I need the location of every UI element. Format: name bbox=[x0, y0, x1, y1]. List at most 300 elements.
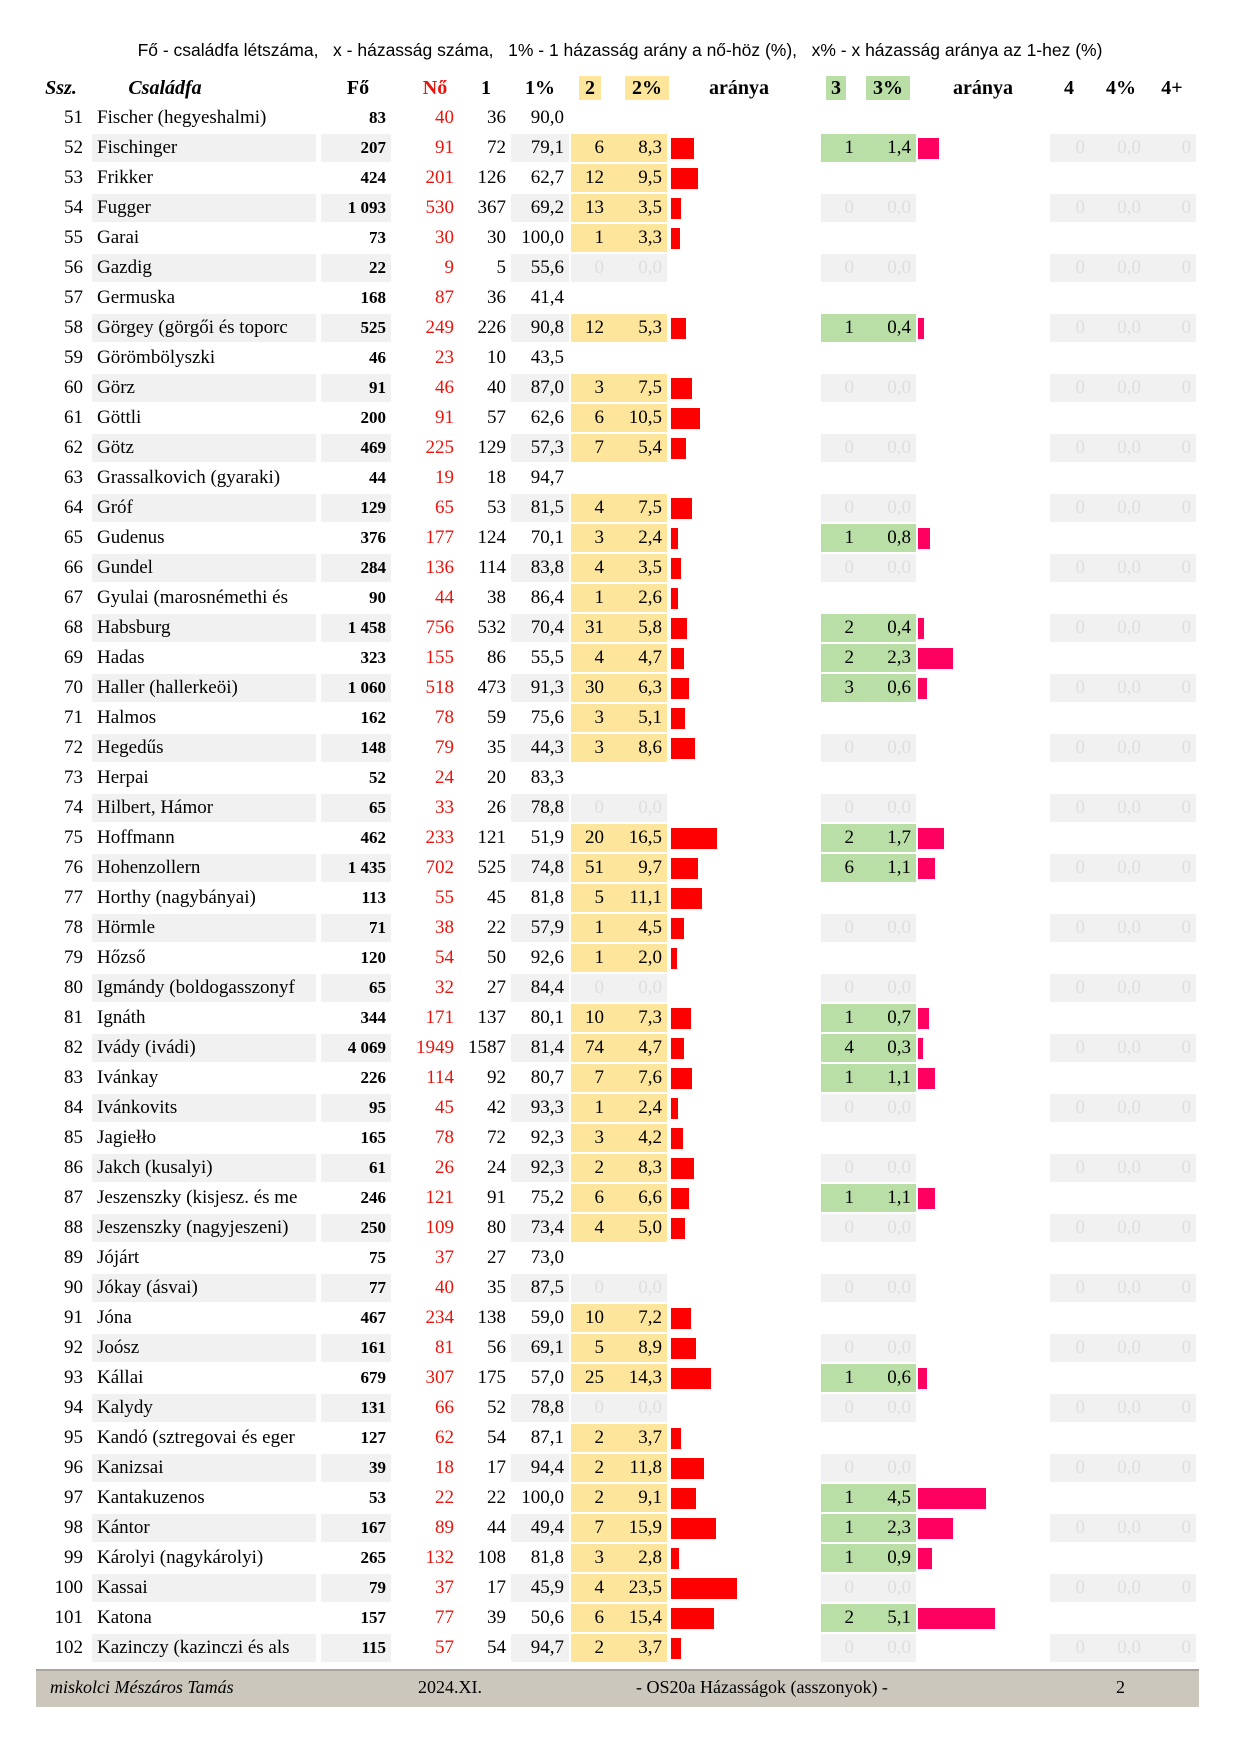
marriage-1-pct: 74,8 bbox=[511, 854, 569, 882]
women-count: 40 bbox=[435, 1277, 454, 1298]
marriage-1-count: 57 bbox=[487, 407, 506, 428]
family-size: 168 bbox=[360, 288, 386, 307]
marriage-4-pct bbox=[1090, 344, 1146, 372]
row-number: 72 bbox=[64, 737, 83, 758]
marriage-2-pct: 0,0 bbox=[609, 1274, 667, 1302]
family-name: Fischer (hegyeshalmi) bbox=[97, 107, 267, 128]
marriage-3-count bbox=[821, 104, 859, 132]
women-count: 109 bbox=[425, 1217, 454, 1238]
family-size: 131 bbox=[321, 1394, 391, 1422]
marriage-1-count: 138 bbox=[477, 1307, 506, 1328]
marriage-3-count bbox=[821, 764, 859, 792]
header-aranya-2: aránya bbox=[709, 77, 769, 99]
marriage-3-count: 0 bbox=[821, 254, 859, 282]
marriage-2-count: 7 bbox=[571, 434, 609, 462]
marriage-4plus-count bbox=[1146, 824, 1196, 852]
marriage-4-count: 0 bbox=[1050, 854, 1090, 882]
row-number: 85 bbox=[64, 1127, 83, 1148]
ratio-bar-2 bbox=[671, 1158, 694, 1179]
family-size: 200 bbox=[360, 408, 386, 427]
women-count: 66 bbox=[435, 1397, 454, 1418]
ratio-bar-2 bbox=[671, 138, 694, 159]
marriage-2-count: 2 bbox=[571, 1154, 609, 1182]
ratio-bar-2 bbox=[671, 678, 689, 699]
marriage-2-pct: 9,5 bbox=[609, 164, 667, 192]
marriage-4plus-count: 0 bbox=[1146, 1514, 1196, 1542]
marriage-3-count: 0 bbox=[821, 1454, 859, 1482]
marriage-4-pct: 0,0 bbox=[1090, 1514, 1146, 1542]
marriage-2-count: 4 bbox=[571, 1574, 609, 1602]
marriage-4-count: 0 bbox=[1050, 314, 1090, 342]
family-size: 148 bbox=[321, 734, 391, 762]
marriage-3-pct: 0,0 bbox=[859, 1154, 916, 1182]
ratio-bar-2 bbox=[671, 1338, 696, 1359]
family-size: 46 bbox=[369, 348, 386, 367]
marriage-4-pct bbox=[1090, 1544, 1146, 1572]
marriage-3-count bbox=[821, 344, 859, 372]
table-row bbox=[0, 673, 1240, 703]
family-size: 83 bbox=[369, 108, 386, 127]
marriage-2-pct: 8,3 bbox=[609, 134, 667, 162]
women-count: 9 bbox=[444, 257, 454, 278]
marriage-3-count bbox=[821, 584, 859, 612]
family-size: 167 bbox=[321, 1514, 391, 1542]
marriage-2-count: 10 bbox=[571, 1004, 609, 1032]
header-2pct: 2% bbox=[625, 76, 669, 100]
marriage-1-count: 44 bbox=[487, 1517, 506, 1538]
marriage-4-count: 0 bbox=[1050, 374, 1090, 402]
marriage-2-pct bbox=[609, 344, 667, 372]
marriage-4-count bbox=[1050, 1004, 1090, 1032]
legend-line: Fő - családfa létszáma, x - házasság száma, 1% - 1 házasság arány a nő-höz (%), x% - x házasság aránya az 1-hez (%) bbox=[137, 40, 1103, 60]
marriage-4plus-count: 0 bbox=[1146, 1274, 1196, 1302]
row-number: 73 bbox=[64, 767, 83, 788]
family-name: Gróf bbox=[92, 494, 316, 522]
table-row bbox=[0, 1333, 1240, 1363]
marriage-2-count: 3 bbox=[571, 374, 609, 402]
marriage-2-count: 2 bbox=[571, 1454, 609, 1482]
marriage-2-count: 3 bbox=[571, 1124, 609, 1152]
table-row bbox=[0, 283, 1240, 313]
marriage-4-pct: 0,0 bbox=[1090, 554, 1146, 582]
marriage-4-count bbox=[1050, 764, 1090, 792]
marriage-2-pct: 0,0 bbox=[609, 254, 667, 282]
marriage-3-pct: 0,6 bbox=[859, 674, 916, 702]
marriage-4plus-count bbox=[1146, 1184, 1196, 1212]
women-count: 55 bbox=[435, 887, 454, 908]
marriage-4-count: 0 bbox=[1050, 1154, 1090, 1182]
marriage-1-count: 30 bbox=[487, 227, 506, 248]
women-count: 307 bbox=[425, 1367, 454, 1388]
marriage-3-count bbox=[821, 944, 859, 972]
marriage-4-pct: 0,0 bbox=[1090, 134, 1146, 162]
marriage-2-pct: 8,3 bbox=[609, 1154, 667, 1182]
marriage-3-count bbox=[821, 1124, 859, 1152]
marriage-1-count: 72 bbox=[487, 1127, 506, 1148]
marriage-3-count bbox=[821, 704, 859, 732]
women-count: 54 bbox=[435, 947, 454, 968]
marriage-4plus-count: 0 bbox=[1146, 854, 1196, 882]
marriage-4plus-count bbox=[1146, 704, 1196, 732]
family-name: Jakch (kusalyi) bbox=[92, 1154, 316, 1182]
ratio-bar-3 bbox=[918, 1188, 935, 1209]
marriage-4plus-count: 0 bbox=[1146, 1394, 1196, 1422]
ratio-bar-3 bbox=[918, 1008, 929, 1029]
family-size: 165 bbox=[360, 1128, 386, 1147]
marriage-1-count: 36 bbox=[487, 287, 506, 308]
marriage-4-count: 0 bbox=[1050, 1274, 1090, 1302]
marriage-4plus-count: 0 bbox=[1146, 434, 1196, 462]
marriage-1-pct: 55,6 bbox=[511, 254, 569, 282]
family-name: Ignáth bbox=[97, 1007, 146, 1028]
marriage-2-count: 1 bbox=[571, 584, 609, 612]
marriage-2-count: 25 bbox=[571, 1364, 609, 1392]
marriage-3-count bbox=[821, 464, 859, 492]
row-number: 64 bbox=[64, 497, 83, 518]
marriage-3-pct: 0,0 bbox=[859, 1214, 916, 1242]
marriage-4-pct bbox=[1090, 1424, 1146, 1452]
family-size: 91 bbox=[321, 374, 391, 402]
marriage-4-count: 0 bbox=[1050, 554, 1090, 582]
marriage-2-count: 12 bbox=[571, 314, 609, 342]
table-row bbox=[0, 373, 1240, 403]
marriage-2-pct: 5,8 bbox=[609, 614, 667, 642]
marriage-2-pct: 11,1 bbox=[609, 884, 667, 912]
ratio-bar-2 bbox=[671, 888, 702, 909]
women-count: 37 bbox=[435, 1247, 454, 1268]
marriage-1-count: 39 bbox=[487, 1607, 506, 1628]
marriage-4-count bbox=[1050, 284, 1090, 312]
family-size: 73 bbox=[369, 228, 386, 247]
ratio-bar-2 bbox=[671, 1488, 696, 1509]
table-row bbox=[0, 463, 1240, 493]
marriage-1-count: 59 bbox=[487, 707, 506, 728]
marriage-3-pct bbox=[859, 344, 916, 372]
family-size: 61 bbox=[321, 1154, 391, 1182]
marriage-1-pct: 91,3 bbox=[511, 674, 569, 702]
marriage-4-pct bbox=[1090, 1484, 1146, 1512]
marriage-2-count: 6 bbox=[571, 1604, 609, 1632]
marriage-4-count: 0 bbox=[1050, 1034, 1090, 1062]
marriage-4-pct bbox=[1090, 884, 1146, 912]
marriage-2-count: 30 bbox=[571, 674, 609, 702]
marriage-1-pct: 87,1 bbox=[530, 1427, 564, 1448]
marriage-4-count: 0 bbox=[1050, 1574, 1090, 1602]
marriage-3-pct: 0,0 bbox=[859, 254, 916, 282]
marriage-3-pct: 1,1 bbox=[859, 1184, 916, 1212]
marriage-4plus-count bbox=[1146, 1604, 1196, 1632]
marriage-4-pct bbox=[1090, 704, 1146, 732]
row-number: 102 bbox=[54, 1637, 83, 1658]
marriage-4-count bbox=[1050, 104, 1090, 132]
marriage-2-pct: 0,0 bbox=[609, 1394, 667, 1422]
family-name: Gundel bbox=[92, 554, 316, 582]
ratio-bar-3 bbox=[918, 1038, 923, 1059]
women-count: 45 bbox=[435, 1097, 454, 1118]
marriage-1-count: 91 bbox=[487, 1187, 506, 1208]
marriage-4-pct bbox=[1090, 464, 1146, 492]
marriage-4-count: 0 bbox=[1050, 1514, 1090, 1542]
marriage-2-pct: 4,2 bbox=[609, 1124, 667, 1152]
marriage-2-pct: 2,8 bbox=[609, 1544, 667, 1572]
table-row bbox=[0, 103, 1240, 133]
table-row bbox=[0, 1423, 1240, 1453]
marriage-3-pct bbox=[859, 164, 916, 192]
marriage-3-pct: 0,0 bbox=[859, 1274, 916, 1302]
marriage-1-pct: 75,2 bbox=[530, 1187, 564, 1208]
marriage-2-pct: 2,4 bbox=[609, 524, 667, 552]
ratio-bar-2 bbox=[671, 1608, 714, 1629]
marriage-4-pct: 0,0 bbox=[1090, 1034, 1146, 1062]
ratio-bar-2 bbox=[671, 1548, 679, 1569]
marriage-2-count: 0 bbox=[571, 794, 609, 822]
marriage-3-count: 1 bbox=[821, 1064, 859, 1092]
family-size: 65 bbox=[321, 974, 391, 1002]
family-name: Fugger bbox=[92, 194, 316, 222]
family-size: 39 bbox=[321, 1454, 391, 1482]
family-name: Hoffmann bbox=[97, 827, 175, 848]
row-number: 96 bbox=[64, 1457, 83, 1478]
marriage-4plus-count: 0 bbox=[1146, 614, 1196, 642]
marriage-4-count bbox=[1050, 704, 1090, 732]
marriage-4-pct bbox=[1090, 284, 1146, 312]
family-name: Fischinger bbox=[92, 134, 316, 162]
marriage-3-count bbox=[821, 1244, 859, 1272]
marriage-1-pct: 70,4 bbox=[511, 614, 569, 642]
row-number: 65 bbox=[64, 527, 83, 548]
women-count: 233 bbox=[425, 827, 454, 848]
marriage-1-pct: 92,6 bbox=[530, 947, 564, 968]
family-size: 71 bbox=[321, 914, 391, 942]
marriage-3-count: 4 bbox=[821, 1034, 859, 1062]
family-size: 467 bbox=[360, 1308, 386, 1327]
marriage-2-pct: 2,0 bbox=[609, 944, 667, 972]
women-count: 1949 bbox=[416, 1037, 454, 1058]
ratio-bar-2 bbox=[671, 438, 686, 459]
table-row bbox=[0, 853, 1240, 883]
ratio-bar-2 bbox=[671, 1008, 691, 1029]
ratio-bar-3 bbox=[918, 1068, 935, 1089]
marriage-4-pct: 0,0 bbox=[1090, 914, 1146, 942]
women-count: 32 bbox=[435, 977, 454, 998]
marriage-4-pct bbox=[1090, 164, 1146, 192]
row-number: 80 bbox=[64, 977, 83, 998]
header-4plus: 4+ bbox=[1161, 77, 1183, 99]
marriage-3-count bbox=[821, 224, 859, 252]
row-number: 61 bbox=[64, 407, 83, 428]
family-name: Hadas bbox=[97, 647, 145, 668]
marriage-4plus-count bbox=[1146, 224, 1196, 252]
marriage-4-pct: 0,0 bbox=[1090, 1394, 1146, 1422]
family-name: Joósz bbox=[92, 1334, 316, 1362]
marriage-3-count bbox=[821, 164, 859, 192]
family-name: Görz bbox=[92, 374, 316, 402]
women-count: 65 bbox=[435, 497, 454, 518]
family-name: Kassai bbox=[92, 1574, 316, 1602]
marriage-3-pct: 0,0 bbox=[859, 494, 916, 522]
marriage-2-count: 12 bbox=[571, 164, 609, 192]
header-csaladfa: Családfa bbox=[128, 77, 202, 99]
marriage-2-count bbox=[571, 1244, 609, 1272]
ratio-bar-2 bbox=[671, 1368, 711, 1389]
family-size: 1 060 bbox=[321, 674, 391, 702]
marriage-2-pct: 5,1 bbox=[609, 704, 667, 732]
marriage-4-count: 0 bbox=[1050, 1634, 1090, 1662]
marriage-4plus-count: 0 bbox=[1146, 554, 1196, 582]
marriage-4plus-count bbox=[1146, 524, 1196, 552]
ratio-bar-2 bbox=[671, 1458, 704, 1479]
header-4: 4 bbox=[1064, 77, 1074, 99]
marriage-4-count: 0 bbox=[1050, 914, 1090, 942]
women-count: 530 bbox=[425, 197, 454, 218]
marriage-4-count: 0 bbox=[1050, 794, 1090, 822]
marriage-4-count bbox=[1050, 1484, 1090, 1512]
table-row bbox=[0, 883, 1240, 913]
women-count: 30 bbox=[435, 227, 454, 248]
ratio-bar-2 bbox=[671, 228, 680, 249]
header-aranya-3: aránya bbox=[953, 77, 1013, 99]
marriage-1-pct: 78,8 bbox=[511, 1394, 569, 1422]
marriage-3-pct: 0,0 bbox=[859, 554, 916, 582]
row-number: 60 bbox=[64, 377, 83, 398]
women-count: 249 bbox=[425, 317, 454, 338]
women-count: 24 bbox=[435, 767, 454, 788]
women-count: 225 bbox=[425, 437, 454, 458]
marriage-3-count: 0 bbox=[821, 434, 859, 462]
marriage-2-count: 2 bbox=[571, 1424, 609, 1452]
header-3pct: 3% bbox=[866, 76, 910, 100]
family-name: Kazinczy (kazinczi és als bbox=[92, 1634, 316, 1662]
table-row bbox=[0, 223, 1240, 253]
marriage-1-count: 17 bbox=[487, 1457, 506, 1478]
marriage-1-pct: 70,1 bbox=[530, 527, 564, 548]
marriage-1-pct: 92,3 bbox=[530, 1127, 564, 1148]
family-name: Gyulai (marosnémethi és bbox=[97, 587, 289, 608]
marriage-2-count: 3 bbox=[571, 704, 609, 732]
marriage-1-count: 525 bbox=[477, 857, 506, 878]
marriage-3-count: 1 bbox=[821, 524, 859, 552]
marriage-1-count: 20 bbox=[487, 767, 506, 788]
marriage-1-pct: 81,8 bbox=[530, 1547, 564, 1568]
marriage-4-count: 0 bbox=[1050, 614, 1090, 642]
marriage-1-count: 1587 bbox=[468, 1037, 506, 1058]
marriage-2-pct: 6,6 bbox=[609, 1184, 667, 1212]
family-size: 113 bbox=[361, 888, 386, 907]
ratio-bar-3 bbox=[918, 678, 927, 699]
marriage-2-count bbox=[571, 464, 609, 492]
family-name: Görgey (görgői és toporc bbox=[92, 314, 316, 342]
family-size: 22 bbox=[321, 254, 391, 282]
marriage-2-count: 51 bbox=[571, 854, 609, 882]
marriage-4-count: 0 bbox=[1050, 974, 1090, 1002]
marriage-3-pct: 0,0 bbox=[859, 1634, 916, 1662]
marriage-4-count bbox=[1050, 1364, 1090, 1392]
marriage-3-pct bbox=[859, 464, 916, 492]
women-count: 33 bbox=[435, 797, 454, 818]
marriage-4-pct: 0,0 bbox=[1090, 854, 1146, 882]
marriage-3-count: 1 bbox=[821, 1364, 859, 1392]
marriage-4-pct bbox=[1090, 644, 1146, 672]
family-size: 79 bbox=[321, 1574, 391, 1602]
row-number: 84 bbox=[64, 1097, 83, 1118]
marriage-3-pct: 0,6 bbox=[859, 1364, 916, 1392]
marriage-1-count: 22 bbox=[487, 917, 506, 938]
marriage-2-pct: 3,7 bbox=[609, 1424, 667, 1452]
marriage-1-pct: 59,0 bbox=[530, 1307, 564, 1328]
ratio-bar-2 bbox=[671, 1038, 684, 1059]
women-count: 89 bbox=[435, 1517, 454, 1538]
row-number: 89 bbox=[64, 1247, 83, 1268]
ratio-bar-2 bbox=[671, 198, 681, 219]
marriage-3-count bbox=[821, 1304, 859, 1332]
marriage-2-pct: 4,7 bbox=[609, 1034, 667, 1062]
marriage-2-pct: 2,4 bbox=[609, 1094, 667, 1122]
marriage-3-pct: 0,0 bbox=[859, 1094, 916, 1122]
marriage-4-count: 0 bbox=[1050, 1094, 1090, 1122]
ratio-bar-3 bbox=[918, 1488, 986, 1509]
marriage-2-count: 7 bbox=[571, 1064, 609, 1092]
family-name: Jóna bbox=[97, 1307, 132, 1328]
marriage-3-pct bbox=[859, 1124, 916, 1152]
marriage-4plus-count bbox=[1146, 1424, 1196, 1452]
marriage-4plus-count: 0 bbox=[1146, 134, 1196, 162]
table-row bbox=[0, 1543, 1240, 1573]
marriage-4-pct bbox=[1090, 1364, 1146, 1392]
marriage-2-pct: 7,3 bbox=[609, 1004, 667, 1032]
ratio-bar-2 bbox=[671, 948, 677, 969]
marriage-3-pct: 1,1 bbox=[859, 854, 916, 882]
marriage-4-count bbox=[1050, 404, 1090, 432]
marriage-1-pct: 100,0 bbox=[521, 227, 564, 248]
marriage-2-pct: 4,7 bbox=[609, 644, 667, 672]
marriage-3-pct: 0,4 bbox=[859, 614, 916, 642]
marriage-3-count: 2 bbox=[821, 1604, 859, 1632]
marriage-3-pct: 0,0 bbox=[859, 434, 916, 462]
women-count: 37 bbox=[435, 1577, 454, 1598]
ratio-bar-2 bbox=[671, 618, 687, 639]
marriage-3-pct: 0,0 bbox=[859, 734, 916, 762]
ratio-bar-2 bbox=[671, 498, 692, 519]
family-size: 52 bbox=[369, 768, 386, 787]
family-size: 65 bbox=[321, 794, 391, 822]
marriage-1-count: 126 bbox=[477, 167, 506, 188]
family-size: 4 069 bbox=[321, 1034, 391, 1062]
marriage-1-pct: 93,3 bbox=[511, 1094, 569, 1122]
ratio-bar-2 bbox=[671, 1428, 681, 1449]
marriage-2-count: 0 bbox=[571, 1274, 609, 1302]
marriage-1-count: 45 bbox=[487, 887, 506, 908]
table-row bbox=[0, 1243, 1240, 1273]
marriage-2-count: 13 bbox=[571, 194, 609, 222]
marriage-1-count: 54 bbox=[487, 1427, 506, 1448]
women-count: 234 bbox=[425, 1307, 454, 1328]
header-fo: Fő bbox=[346, 77, 370, 99]
marriage-2-pct: 8,6 bbox=[609, 734, 667, 762]
marriage-1-pct: 57,9 bbox=[511, 914, 569, 942]
family-size: 161 bbox=[321, 1334, 391, 1362]
marriage-4-pct bbox=[1090, 404, 1146, 432]
marriage-3-pct: 0,7 bbox=[859, 1004, 916, 1032]
table-row bbox=[0, 133, 1240, 163]
marriage-3-pct: 0,0 bbox=[859, 1394, 916, 1422]
row-number: 77 bbox=[64, 887, 83, 908]
family-size: 469 bbox=[321, 434, 391, 462]
marriage-3-count: 2 bbox=[821, 824, 859, 852]
marriage-4-pct: 0,0 bbox=[1090, 1214, 1146, 1242]
marriage-3-count: 0 bbox=[821, 974, 859, 1002]
women-count: 78 bbox=[435, 1127, 454, 1148]
marriage-4-count bbox=[1050, 884, 1090, 912]
